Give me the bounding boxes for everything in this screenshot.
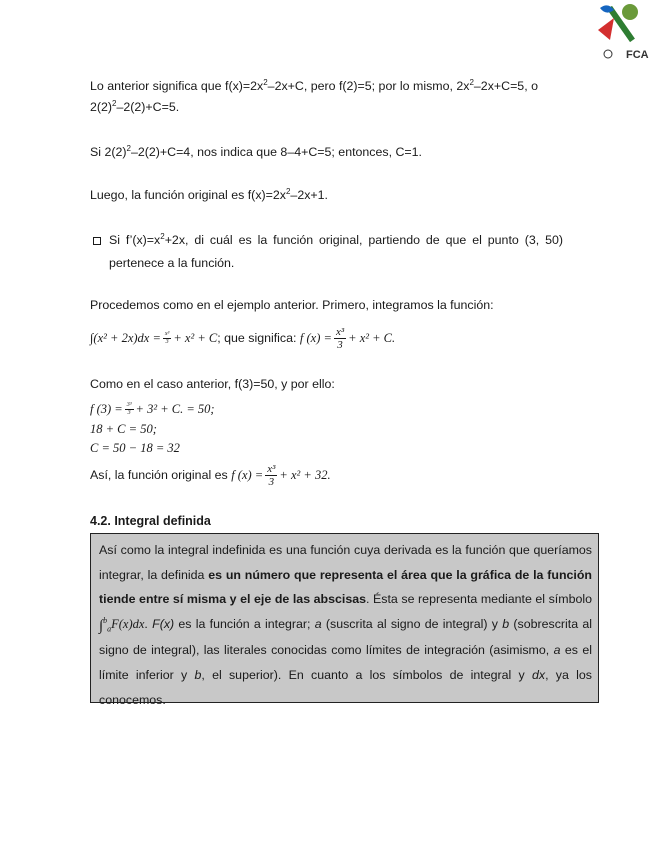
bullet-square-icon [93,237,101,245]
section-heading: 4.2. Integral definida [90,514,211,528]
broom-icon [598,18,614,40]
definite-integral-symbol: ∫$^b_a$F(x)dx [99,615,145,634]
definition-box: Así como la integral indefinida es una función cuya derivada es la función que queríamos integrar, la definida es un número que representa el área que la gráfica de la función tiende entre sí misma y el eje de las abscisas. Ésta se representa mediante el símbolo ∫$^b_a$F(x)dx. F(x) es la función a integrar; a (suscrita al signo de integral) y b (sobrescrita al signo de integral), las literales conocidas como límites de integración (asimismo, a es el límite inferior y b, el superior). En cuanto a los símbolos de integral y dx, ya los conocemos. [90,533,599,703]
bullet-exercise: Si $f’(x)=x^2+2x$, di cuál es la función original, partiendo de que el punto (3, 50) pertenece a la función. [109,231,563,270]
paragraph-constant: Si $2(2)^2-2(2)+C=4$, nos indica que 8–4+C=5; entonces, C=1. [90,143,422,159]
fca-logo [590,0,652,62]
paragraph-condition: Como en el caso anterior, f(3)=50, y por ello: [90,377,335,391]
paragraph-explanation: Lo anterior significa que $f(x)=2x^2-2x+C$, pero f(2)=5; por lo mismo, $2x^2-2x+C=5$, o $2(2)^2-2(2)+C=5$. [90,77,538,114]
equation-line-1: f (3) = $\frac{\text{3³}}{3}$ + 3² + C. = 50; [90,402,215,417]
svg-text:FCA: FCA [626,49,649,61]
equation-integral: ∫(x² + 2x)dx = $\frac{\text{x³}}{3}$ + x² + C; que significa: f (x) = $\frac{\text{x³}}{3}$ + x² + C. [90,326,396,352]
paragraph-original-function: Luego, la función original es $f(x)=2x^2-2x+1$. [90,186,328,202]
equation-line-2: 18 + C = 50; [90,422,157,436]
paragraph-procedure: Procedemos como en el ejemplo anterior. Primero, integramos la función: [90,298,494,312]
equation-line-3: C = 50 − 18 = 32 [90,441,180,455]
paragraph-result: Así, la función original es f (x) = $\frac{\text{x³}}{3}$ + x² + 32. [90,463,331,489]
